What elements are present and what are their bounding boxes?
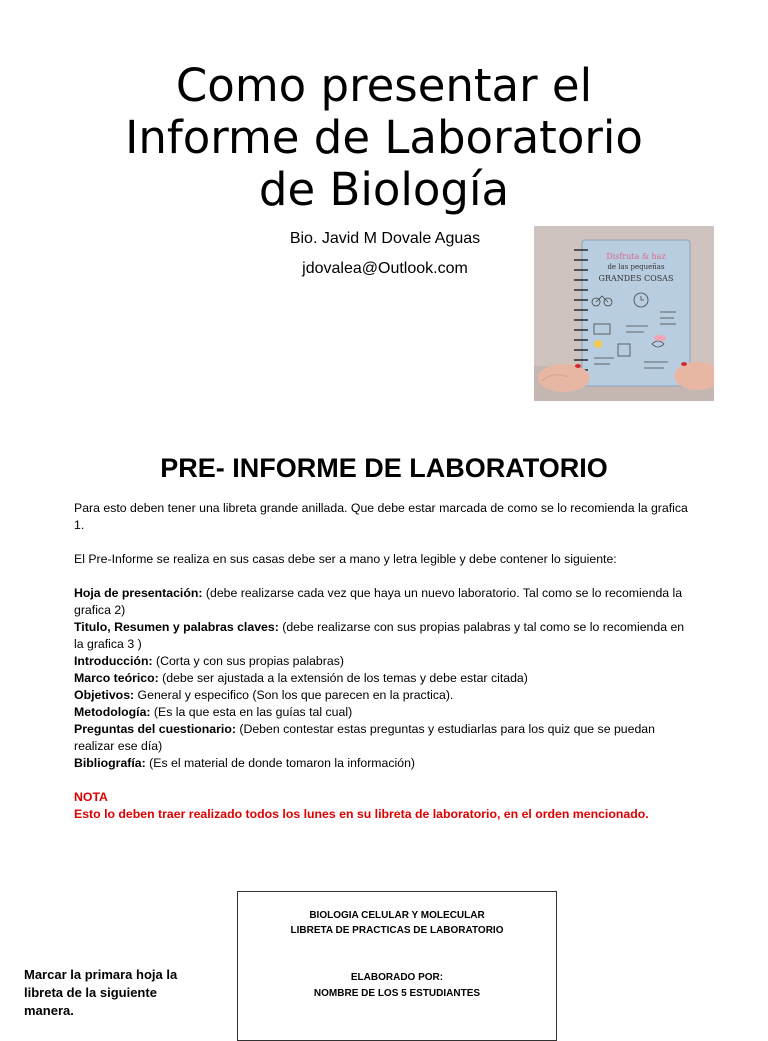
notebook-cover-text-2: de las pequeñas <box>607 263 665 271</box>
cover-line-4: NOMBRE DE LOS 5 ESTUDIANTES <box>313 988 481 999</box>
nota-text: Esto lo deben traer realizado todos los lunes en su libreta de laboratorio, en el orden mencionado. <box>74 807 649 821</box>
item-titulo-resumen: Titulo, Resumen y palabras claves: (debe realizarse con sus propias palabras y tal como se lo recomienda en la grafica 3 ) <box>74 620 685 651</box>
item-introduccion: Introducción: (Corta y con sus propias palabras) <box>74 654 344 668</box>
title-line-3: de Biología <box>258 163 510 216</box>
nota-label: NOTA <box>74 790 108 804</box>
cover-example-box <box>237 891 557 1041</box>
item-preguntas: Preguntas del cuestionario: (Deben contestar estas preguntas y estudiarlas para los quiz que se puedan realizar ese día) <box>74 722 655 753</box>
title-line-2: Informe de Laboratorio <box>125 111 643 164</box>
cover-line-1: BIOLOGIA CELULAR Y MOLECULAR <box>309 910 485 921</box>
side-note: Marcar la primara hoja la libreta de la siguiente manera. <box>24 967 178 1018</box>
author-name: Bio. Javid M Dovale Aguas <box>289 230 481 247</box>
notebook-cover-text-1: Disfruta & haz <box>606 252 666 261</box>
cover-line-2: LIBRETA DE PRACTICAS DE LABORATORIO <box>290 925 504 936</box>
item-metodologia: Metodología: (Es la que esta en las guías tal cual) <box>74 705 353 719</box>
notebook-cover-text-3: GRANDES COSAS <box>598 274 674 283</box>
intro-paragraph: Para esto deben tener una libreta grande anillada. Que debe estar marcada de como se lo recomienda la grafica 1. <box>74 501 688 532</box>
body-text <box>74 500 694 823</box>
cover-line-3: ELABORADO POR: <box>350 972 444 983</box>
pre-informe-paragraph: El Pre-Informe se realiza en sus casas debe ser a mano y letra legible y debe contener lo siguiente: <box>74 552 617 566</box>
section-title: PRE- INFORME DE LABORATORIO <box>160 453 608 483</box>
title-line-1: Como presentar el <box>175 59 593 112</box>
author-email: jdovalea@Outlook.com <box>302 260 468 277</box>
item-bibliografia: Bibliografía: (Es el material de donde tomaron la información) <box>74 756 416 770</box>
item-objetivos: Objetivos: General y especifico (Son los que parecen en la practica). <box>74 688 454 702</box>
item-hoja-presentacion: Hoja de presentación: (debe realizarse cada vez que haya un nuevo laboratorio. Tal como se lo recomienda la grafica 2) <box>74 586 683 617</box>
document-title <box>0 60 768 216</box>
item-marco-teorico: Marco teórico: (debe ser ajustada a la extensión de los temas y debe estar citada) <box>74 671 528 685</box>
notebook-photo <box>534 226 714 401</box>
